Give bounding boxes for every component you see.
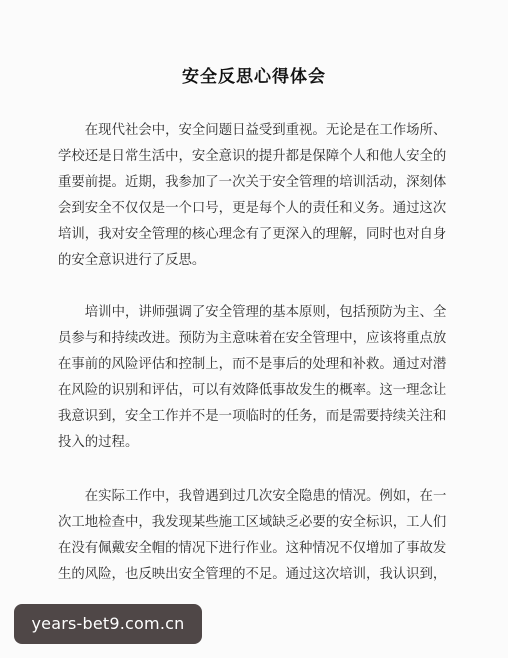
paragraph-line: 在没有佩戴安全帽的情况下进行作业。这种情况不仅增加了事故发: [58, 541, 447, 556]
paragraph-line: 次工地检查中，我发现某些施工区域缺乏必要的安全标识，工人们: [58, 515, 447, 530]
paragraph-1: [58, 118, 450, 274]
paragraph-line: 会到安全不仅仅是一个口号，更是每个人的责任和义务。通过这次: [58, 201, 447, 216]
paragraph-line: 培训中，讲师强调了安全管理的基本原则，包括预防为主、全: [84, 305, 447, 320]
paragraph-line: 培训，我对安全管理的核心理念有了更深入的理解，同时也对自身: [58, 227, 447, 242]
paragraph-3: [58, 484, 450, 588]
watermark-badge: years-bet9.com.cn: [14, 604, 202, 644]
paragraph-2: [58, 300, 450, 456]
paragraph-line: 投入的过程。: [58, 435, 139, 450]
paragraph-line: 重要前提。近期，我参加了一次关于安全管理的培训活动，深刻体: [58, 175, 447, 190]
paragraph-line: 员参与和持续改进。预防为主意味着在安全管理中，应该将重点放: [58, 331, 447, 346]
paragraph-line: 生的风险，也反映出安全管理的不足。通过这次培训，我认识到，: [58, 567, 447, 582]
document-title: 安全反思心得体会: [182, 67, 326, 87]
paragraph-line: 学校还是日常生活中，安全意识的提升都是保障个人和他人安全的: [58, 149, 447, 164]
paragraph-line: 我意识到，安全工作并不是一项临时的任务，而是需要持续关注和: [58, 409, 447, 424]
paragraph-line: 在现代社会中，安全问题日益受到重视。无论是在工作场所、: [84, 123, 447, 138]
paragraph-line: 在实际工作中，我曾遇到过几次安全隐患的情况。例如，在一: [84, 489, 447, 504]
paragraph-line: 的安全意识进行了反思。: [58, 253, 206, 268]
paragraph-line: 在风险的识别和评估，可以有效降低事故发生的概率。这一理念让: [58, 383, 447, 398]
paragraph-line: 在事前的风险评估和控制上，而不是事后的处理和补救。通过对潜: [58, 357, 447, 372]
